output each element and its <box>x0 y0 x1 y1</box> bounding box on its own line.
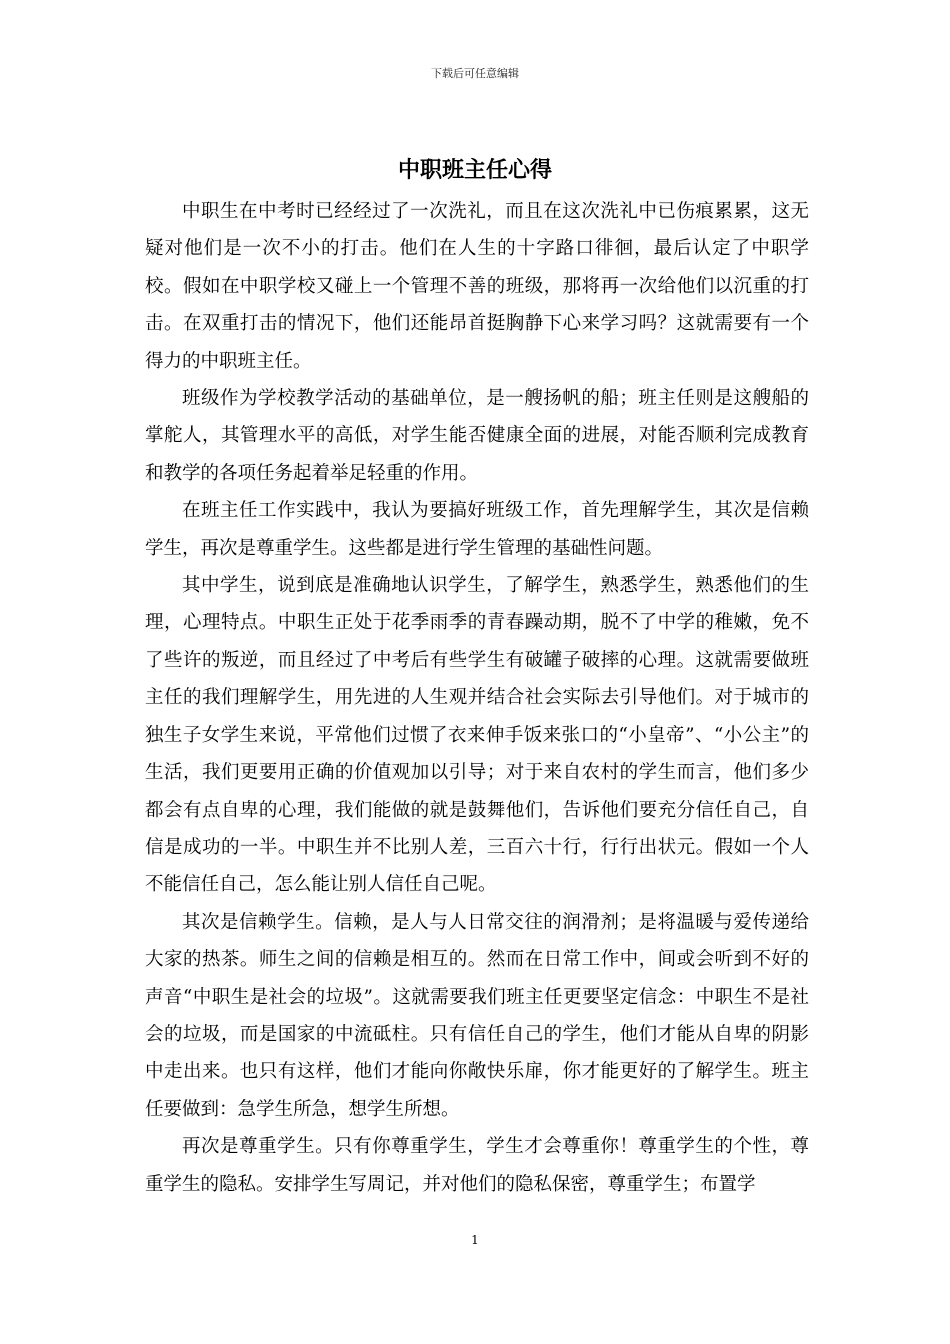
header-note: 下载后可任意编辑 <box>431 67 519 80</box>
paragraph: 其中学生，说到底是准确地认识学生，了解学生，熟悉学生，熟悉他们的生理，心理特点。中职生正处于花季雨季的青春躁动期，脱不了中学的稚嫩，免不了些许的叛逆，而且经过了中考后有些学生有破罐子破摔的心理。这就需要做班主任的我们理解学生，用先进的人生观并结合社会实际去引导他们。对于城市的独生子女学生来说，平常他们过惯了衣来伸手饭来张口的“小皇帝”、“小公主”的生活，我们更要用正确的价值观加以引导；对于来自农村的学生而言，他们多少都会有点自卑的心理，我们能做的就是鼓舞他们，告诉他们要充分信任自己，自信是成功的一半。中职生并不比别人差，三百六十行，行行出状元。假如一个人不能信任自己，怎么能让别人信任自己呢。 <box>145 575 809 896</box>
document-title: 中职班主任心得 <box>397 157 552 183</box>
document-body <box>145 193 809 1203</box>
paragraph: 在班主任工作实践中，我认为要搞好班级工作，首先理解学生，其次是信赖学生，再次是尊重学生。这些都是进行学生管理的基础性问题。 <box>145 500 809 559</box>
paragraph: 再次是尊重学生。只有你尊重学生，学生才会尊重你！尊重学生的个性，尊重学生的隐私。安排学生写周记，并对他们的隐私保密，尊重学生；布置学 <box>145 1136 809 1195</box>
paragraph: 中职生在中考时已经经过了一次洗礼，而且在这次洗礼中已伤痕累累，这无疑对他们是一次不小的打击。他们在人生的十字路口徘徊，最后认定了中职学校。假如在中职学校又碰上一个管理不善的班级，那将再一次给他们以沉重的打击。在双重打击的情况下，他们还能昂首挺胸静下心来学习吗？这就需要有一个得力的中职班主任。 <box>145 201 809 372</box>
paragraph: 班级作为学校教学活动的基础单位，是一艘扬帆的船；班主任则是这艘船的掌舵人，其管理水平的高低，对学生能否健康全面的进展，对能否顺利完成教育和教学的各项任务起着举足轻重的作用。 <box>145 388 809 484</box>
page-number: 1 <box>471 1233 479 1247</box>
paragraph: 其次是信赖学生。信赖，是人与人日常交往的润滑剂；是将温暖与爱传递给大家的热茶。师生之间的信赖是相互的。然而在日常工作中，间或会听到不好的声音“中职生是社会的垃圾”。这就需要我们班主任更要坚定信念：中职生不是社会的垃圾，而是国家的中流砥柱。只有信任自己的学生，他们才能从自卑的阴影中走出来。也只有这样，他们才能向你敞快乐扉，你才能更好的了解学生。班主任要做到：急学生所急，想学生所想。 <box>145 911 809 1120</box>
